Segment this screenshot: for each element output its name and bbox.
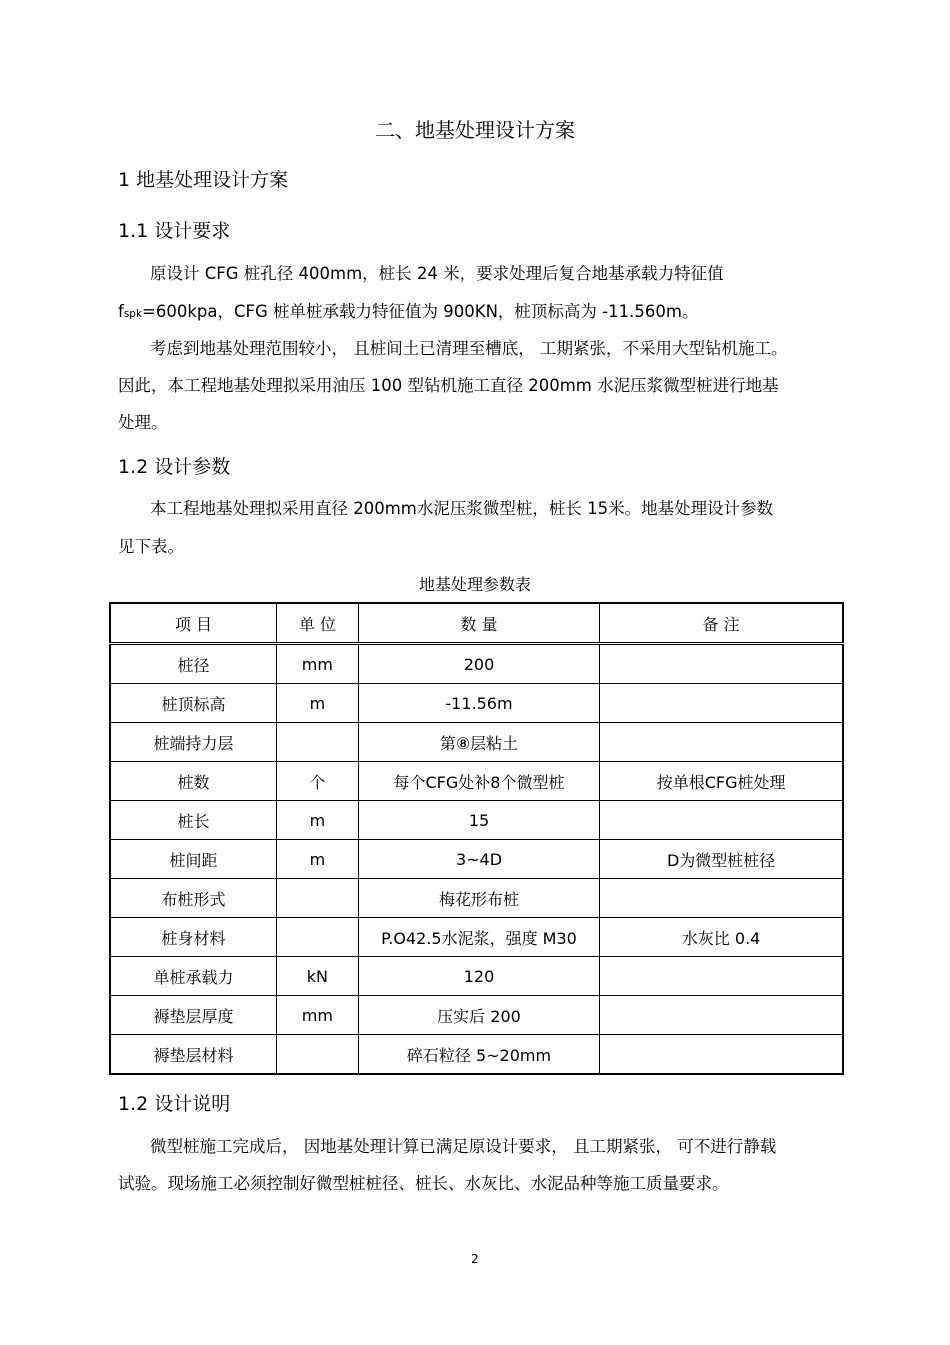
cell-unit bbox=[276, 918, 358, 957]
cell-unit: kN bbox=[276, 957, 358, 996]
paragraph-1-line-1: 原设计 CFG 桩孔径 400mm，桩长 24 米，要求处理后复合地基承载力特征值 bbox=[150, 264, 724, 283]
cell-remarks: 按单根CFG桩处理 bbox=[600, 762, 843, 801]
parameter-table bbox=[109, 602, 844, 1075]
cell-remarks: D为微型桩桩径 bbox=[600, 840, 843, 879]
paragraph-3-line-2: 见下表。 bbox=[118, 537, 184, 556]
paragraph-2-line-3: 处理。 bbox=[118, 413, 168, 432]
cell-remarks: 水灰比 0.4 bbox=[600, 918, 843, 957]
cell-quantity: 200 bbox=[358, 644, 599, 684]
paragraph-1-line-2-text: =600kpa，CFG 桩单桩承载力特征值为 900KN，桩顶标高为 -11.560m。 bbox=[142, 302, 699, 321]
cell-remarks bbox=[600, 644, 843, 684]
section-heading-1-2: 1.2 设计参数 bbox=[118, 456, 231, 478]
paragraph-1-line-2 bbox=[118, 298, 698, 322]
cell-quantity: 120 bbox=[358, 957, 599, 996]
cell-unit bbox=[276, 879, 358, 918]
cell-item: 桩长 bbox=[110, 801, 276, 840]
cell-item: 桩数 bbox=[110, 762, 276, 801]
table-row bbox=[110, 957, 843, 996]
cell-unit: mm bbox=[276, 996, 358, 1035]
cell-unit bbox=[276, 1035, 358, 1075]
table-row bbox=[110, 723, 843, 762]
table-row bbox=[110, 879, 843, 918]
cell-quantity: 压实后 200 bbox=[358, 996, 599, 1035]
cell-item: 褥垫层厚度 bbox=[110, 996, 276, 1035]
header-remarks: 备 注 bbox=[600, 603, 843, 644]
formula-f: f bbox=[118, 302, 124, 321]
header-unit: 单 位 bbox=[276, 603, 358, 644]
section-heading-1-1: 1.1 设计要求 bbox=[118, 220, 231, 242]
table-row bbox=[110, 644, 843, 684]
cell-quantity: 碎石粒径 5~20mm bbox=[358, 1035, 599, 1075]
cell-quantity: -11.56m bbox=[358, 684, 599, 723]
cell-unit bbox=[276, 723, 358, 762]
cell-remarks bbox=[600, 1035, 843, 1075]
main-title: 二、地基处理设计方案 bbox=[375, 118, 575, 142]
cell-item: 单桩承载力 bbox=[110, 957, 276, 996]
cell-item: 桩径 bbox=[110, 644, 276, 684]
page-number: 2 bbox=[471, 1252, 479, 1266]
cell-remarks bbox=[600, 879, 843, 918]
cell-quantity: 3~4D bbox=[358, 840, 599, 879]
cell-item: 褥垫层材料 bbox=[110, 1035, 276, 1075]
cell-unit: m bbox=[276, 801, 358, 840]
table-row bbox=[110, 762, 843, 801]
cell-remarks bbox=[600, 996, 843, 1035]
cell-quantity: 每个CFG处补8个微型桩 bbox=[358, 762, 599, 801]
cell-remarks bbox=[600, 684, 843, 723]
cell-unit: mm bbox=[276, 644, 358, 684]
paragraph-2-line-2: 因此，本工程地基处理拟采用油压 100 型钻机施工直径 200mm 水泥压浆微型桩进行地基 bbox=[118, 376, 779, 395]
cell-item: 桩端持力层 bbox=[110, 723, 276, 762]
cell-quantity: 15 bbox=[358, 801, 599, 840]
cell-quantity: 梅花形布桩 bbox=[358, 879, 599, 918]
table-row bbox=[110, 801, 843, 840]
table-header-row bbox=[110, 603, 843, 644]
cell-item: 桩身材料 bbox=[110, 918, 276, 957]
section-heading-1: 1 地基处理设计方案 bbox=[118, 169, 289, 191]
cell-unit: m bbox=[276, 840, 358, 879]
table-row bbox=[110, 1035, 843, 1075]
formula-subscript: spk bbox=[123, 308, 143, 320]
table-row bbox=[110, 918, 843, 957]
paragraph-4-line-1: 微型桩施工完成后， 因地基处理计算已满足原设计要求， 且工期紧张， 可不进行静载 bbox=[150, 1137, 777, 1156]
cell-item: 布桩形式 bbox=[110, 879, 276, 918]
table-row bbox=[110, 996, 843, 1035]
cell-quantity: P.O42.5水泥浆，强度 M30 bbox=[358, 918, 599, 957]
cell-remarks bbox=[600, 723, 843, 762]
table-caption: 地基处理参数表 bbox=[418, 575, 531, 594]
cell-remarks bbox=[600, 957, 843, 996]
cell-unit: m bbox=[276, 684, 358, 723]
header-item: 项 目 bbox=[110, 603, 276, 644]
paragraph-4-line-2: 试验。现场施工必须控制好微型桩桩径、桩长、水灰比、水泥品种等施工质量要求。 bbox=[118, 1174, 729, 1193]
table-row bbox=[110, 840, 843, 879]
cell-item: 桩顶标高 bbox=[110, 684, 276, 723]
header-quantity: 数 量 bbox=[358, 603, 599, 644]
cell-unit: 个 bbox=[276, 762, 358, 801]
cell-item: 桩间距 bbox=[110, 840, 276, 879]
paragraph-3-line-1: 本工程地基处理拟采用直径 200mm水泥压浆微型桩，桩长 15米。地基处理设计参数 bbox=[150, 499, 774, 518]
paragraph-2-line-1: 考虑到地基处理范围较小， 且桩间土已清理至槽底， 工期紧张，不采用大型钻机施工。 bbox=[150, 339, 788, 358]
section-heading-1-2-design-notes: 1.2 设计说明 bbox=[118, 1093, 231, 1115]
cell-remarks bbox=[600, 801, 843, 840]
table-row bbox=[110, 684, 843, 723]
cell-quantity: 第⑧层粘土 bbox=[358, 723, 599, 762]
